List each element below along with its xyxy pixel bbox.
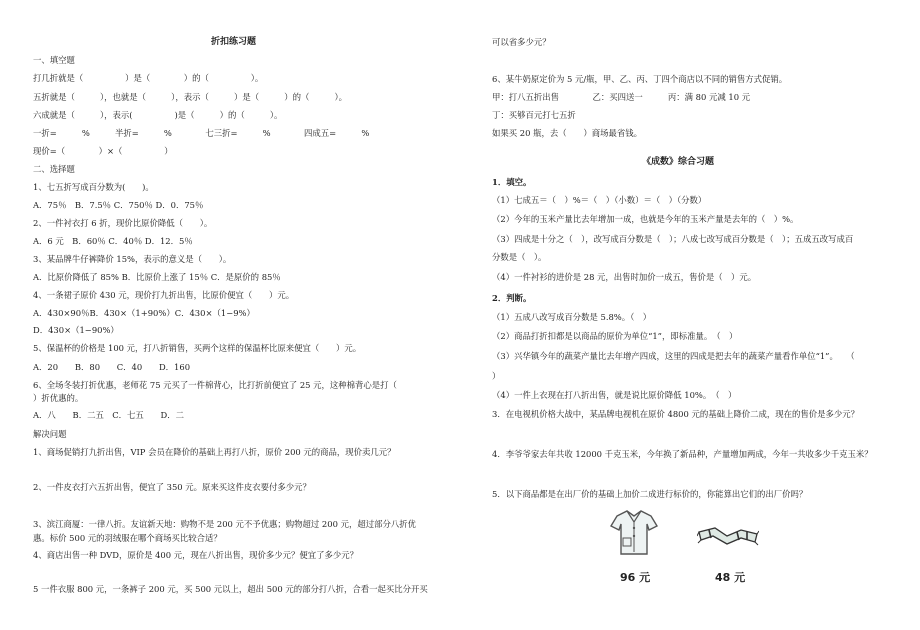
- question-line: 五折就是（ ），也就是（ ），表示（ ）是（ ）的（ ）。: [33, 92, 348, 102]
- scarf-icon: [697, 522, 759, 550]
- question-line: 打几折就是（ ）是（ ）的（ ）。: [33, 73, 264, 83]
- options-line: A．6 元 B．60％ C．40％ D．12．5％: [33, 236, 193, 246]
- section-fill: 1．填空。: [492, 177, 532, 187]
- section-choice: 二、选择题: [33, 164, 75, 174]
- question-line: （3）兴华镇今年的蔬菜产量比去年增产四成，这里的四成是把去年的蔬菜产量看作单位“1”。 （: [492, 351, 855, 361]
- problem-line: 4、商店出售一种 DVD，原价是 400 元，现在八折出售，现价多少元？便宜了多少元？: [33, 550, 359, 560]
- question-line: （4）一件衬衫的进价是 28 元，出售时加价一成五，售价是（ ）元。: [492, 272, 757, 282]
- question-line: 5、保温杯的价格是 100 元，打八折销售，买两个这样的保温杯比原来便宜（ ）元。: [33, 343, 362, 353]
- problem-line: 2、一件皮衣打六五折出售，便宜了 350 元。原来买这件皮衣要付多少元？: [33, 482, 311, 492]
- problem-5: 5．以下商品都是在出厂价的基础上加价二成进行标价的，你能算出它们的出厂价吗？: [492, 489, 808, 499]
- problem-line: 1、商场促销打九折出售，VIP 会员在降价的基础上再打八折，原价 200 元的商品，现价卖几元？: [33, 447, 396, 457]
- options-line: A．20 B．80 C．40 D．160: [33, 362, 191, 372]
- question-line: 现价=（ ）×（ ）: [33, 146, 173, 156]
- problem-4: 4．李爷爷家去年共收 12000 千克玉米，今年换了新品种，产量增加两成，今年一共收多少千克玉米？: [492, 449, 873, 459]
- options-line: A．430×90％B．430×（1+90%）C．430×（1−9%）: [33, 308, 255, 318]
- section-solve: 解决问题: [33, 429, 67, 439]
- question-line: 1、七五折写成百分数为( )。: [33, 182, 154, 192]
- problem-line: 如果买 20 瓶，去（ ）商场最省钱。: [492, 128, 642, 138]
- question-line: ）: [492, 371, 501, 381]
- options-line: A．75％ B．7.5％ C．750％ D．0．75％: [33, 200, 204, 210]
- question-line: 六成就是（ ），表示( )是（ ）的（ ）。: [33, 110, 283, 120]
- question-line: 分数是（ ）。: [492, 252, 547, 262]
- question-line: 6、全场冬装打折优惠，老师花 75 元买了一件棉背心，比打折前便宜了 25 元，这种棉背心是打（: [33, 380, 397, 390]
- section-judge: 2．判断。: [492, 293, 532, 303]
- right-title: 《成数》综合习题: [642, 157, 715, 167]
- problem-line: 丁：买够百元打七五折: [492, 110, 576, 120]
- options-line: A．比原价降低了 85% B．比原价上涨了 15％ C．是原价的 85％: [33, 272, 281, 282]
- scarf-price: 48 元: [715, 571, 746, 584]
- shirt-price: 96 元: [620, 571, 651, 584]
- question-line: （1）七成五＝（ ）%＝（ ）（小数）＝（ ）（分数）: [492, 195, 707, 205]
- left-title: 折扣练习题: [211, 37, 257, 47]
- question-line: 2、一件衬衣打 6 折，现价比原价降低（ ）。: [33, 218, 213, 228]
- question-line: （1）五成八改写成百分数是 5.8%。（ ）: [492, 312, 652, 322]
- options-line: D．430×（1−90%）: [33, 325, 119, 335]
- question-line: 一折= % 半折= % 七三折= % 四成五= %: [33, 128, 370, 138]
- question-line: ）折优惠的。: [33, 393, 84, 403]
- question-line: （2）商品打折扣都是以商品的原价为单位“1”，即标准量。 （ ）: [492, 331, 738, 341]
- problem-line: 6、某牛奶原定价为 5 元/瓶，甲、乙、丙、丁四个商店以不同的销售方式促销。: [492, 74, 788, 84]
- question-line: （4）一件上衣现在打八折出售，就是说比原价降低 10%。 （ ）: [492, 390, 737, 400]
- question-line: 4、一条裙子原价 430 元，现价打九折出售，比原价便宜（ ）元。: [33, 290, 295, 300]
- problem-line: 3、滨江商厦：一律八折。友谊新天地：购物不是 200 元不予优惠；购物超过 200 元，超过部分八折优惠。标价 500 元的羽绒服在哪个商场买比较合适？: [33, 519, 416, 543]
- options-line: A．八 B．二五 C．七五 D．二: [33, 410, 184, 420]
- problem-line: 5 一件衣服 800 元，一条裤子 200 元，买 500 元以上，超出 500 元的部分打八折，合看一起买比分开买: [33, 584, 428, 594]
- problem-3: 3．在电视机价格大战中，某品牌电视机在原价 4800 元的基础上降价二成，现在的售价是多少元？: [492, 409, 859, 419]
- shirt-icon: [609, 508, 659, 558]
- question-line: 3、某品牌牛仔裤降价 15%，表示的意义是（ ）。: [33, 254, 232, 264]
- question-line: （3）四成是十分之（ ），改写成百分数是（ ）；八成七改写成百分数是（ ）；五成五改写成百: [492, 234, 854, 244]
- problem-line: 可以省多少元？: [492, 37, 551, 47]
- section-fill-blank: 一、填空题: [33, 55, 75, 65]
- problem-line: 甲：打八五折出售 乙：买四送一 丙：满 80 元减 10 元: [492, 92, 751, 102]
- question-line: （2）今年的玉米产量比去年增加一成，也就是今年的玉米产量是去年的（ ）%。: [492, 214, 799, 224]
